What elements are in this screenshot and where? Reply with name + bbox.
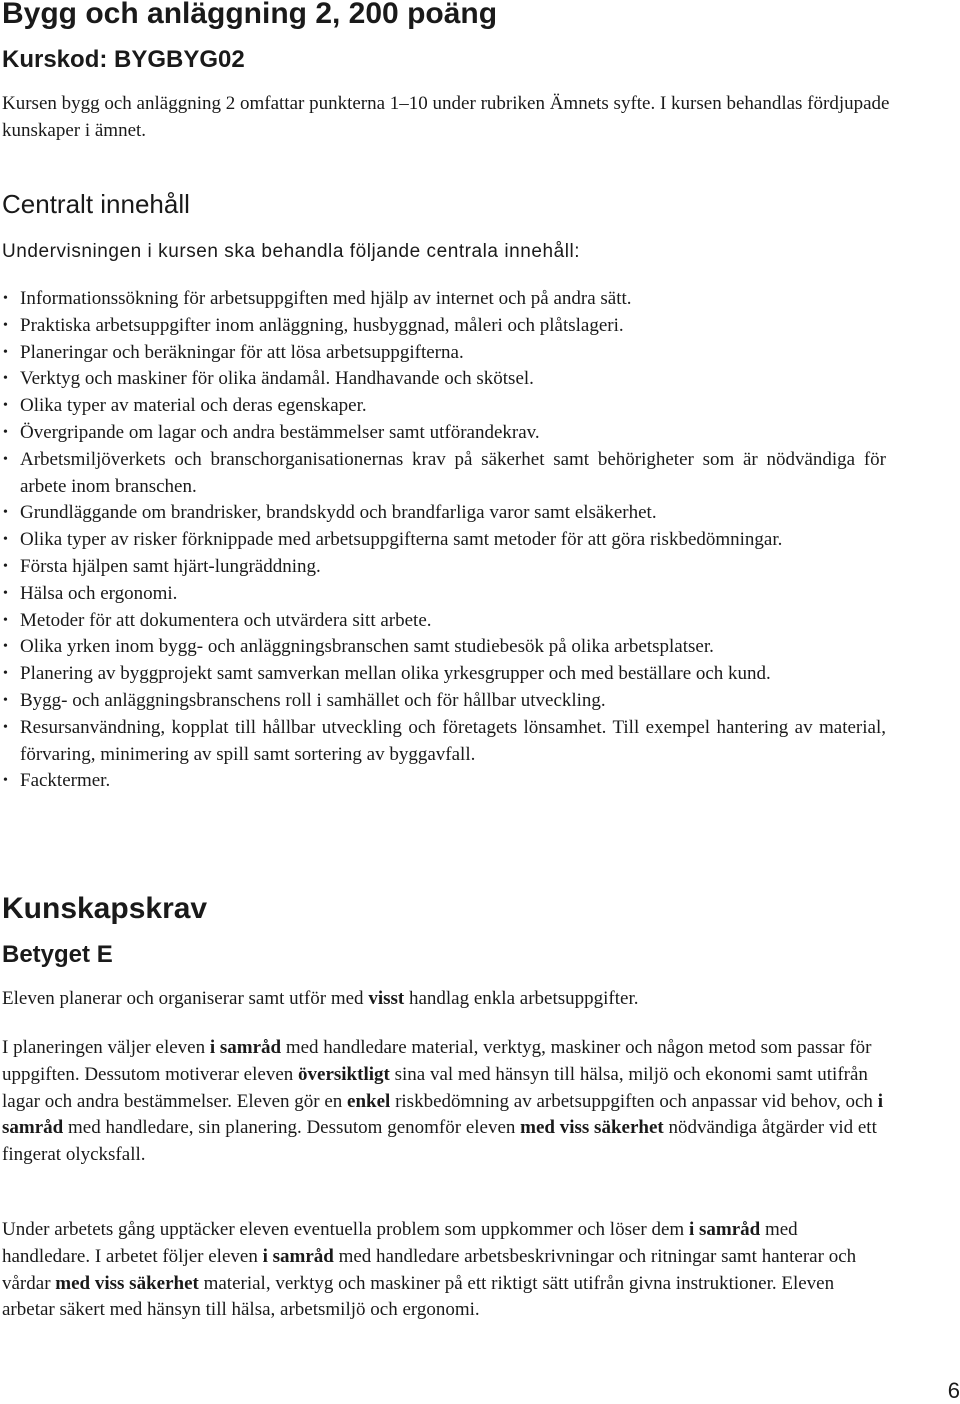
list-item-text: Facktermer. [20,770,111,792]
bullet-icon: • [3,773,8,789]
bullet-icon: • [3,371,8,387]
list-item-text: Arbetsmiljöverkets och branschorganisationernas krav på säkerhet samt behörigheter som är nödvändiga för arbete inom branschen. [20,448,886,497]
central-content-list [0,286,886,795]
paragraph-text: nödvändiga åtgärder vid ett fingerat olycksfall. [2,1117,877,1166]
list-item-text: Planering av byggprojekt samt samverkan mellan olika yrkesgrupper och med beställare och kund. [20,663,771,685]
emphasis-text: enkel [347,1090,391,1112]
list-item-text: Olika typer av risker förknippade med arbetsuppgifterna samt metoder för att göra riskbedömningar. [20,529,783,551]
bullet-icon: • [3,317,8,333]
paragraph-text: med handledare material, verktyg, maskiner och någon metod som passar för uppgiften. Dessutom motiverar eleven [2,1037,872,1085]
paragraph-text: handlag enkla arbetsuppgifter. [404,988,639,1009]
bullet-icon: • [3,719,8,735]
list-item-text: Metoder för att dokumentera och utvärdera sitt arbete. [20,609,432,631]
emphasis-text: med viss säkerhet [55,1272,199,1294]
emphasis-text: visst [368,988,405,1009]
list-item-text: Bygg- och anläggningsbranschens roll i samhället och för hållbar utveckling. [20,689,606,711]
requirements-heading: Kunskapskrav [2,892,208,925]
list-item [0,313,886,340]
list-item-text: Grundläggande om brandrisker, brandskydd och brandfarliga varor samt elsäkerhet. [20,502,657,524]
bullet-icon: • [3,666,8,682]
list-item [0,286,886,313]
requirement-paragraph-3 [2,1217,886,1324]
central-content-heading: Centralt innehåll [2,189,190,219]
emphasis-text: i samråd [2,1090,883,1139]
list-item [0,768,886,795]
grade-e-heading: Betyget E [2,941,113,968]
emphasis-text: översiktligt [298,1063,390,1085]
requirement-paragraph-2 [2,1035,886,1169]
paragraph-text: material, verktyg och maskiner på ett riktigt sätt utifrån givna instruktioner. Eleven arbetar säkert med hänsyn till hälsa, arbetsmiljö och ergonomi. [2,1272,835,1321]
paragraph-text: I planeringen väljer eleven [2,1037,210,1058]
list-item [0,554,886,581]
list-item [0,634,886,661]
paragraph-text: riskbedömning av arbetsuppgiften och anpassar vid behov, och [390,1090,878,1112]
list-item [0,447,886,501]
list-item-text: Planeringar och beräkningar för att lösa arbetsuppgifterna. [20,341,464,363]
bullet-icon: • [3,692,8,708]
list-item [0,340,886,367]
list-item-text: Hälsa och ergonomi. [20,582,178,604]
list-item-text: Praktiska arbetsuppgifter inom anläggning, husbyggnad, måleri och plåtslageri. [20,314,624,336]
bullet-icon: • [3,558,8,574]
bullet-icon: • [3,398,8,414]
bullet-icon: • [3,505,8,521]
emphasis-text: i samråd [262,1245,334,1267]
list-item-text: Övergripande om lagar och andra bestämmelser samt utförandekrav. [20,421,540,443]
emphasis-text: med viss säkerhet [520,1117,664,1139]
list-item-text: Verktyg och maskiner för olika ändamål. Handhavande och skötsel. [20,368,534,390]
paragraph-text: Under arbetets gång upptäcker eleven eventuella problem som uppkommer och löser dem [2,1219,689,1240]
bullet-icon: • [3,344,8,360]
bullet-icon: • [3,612,8,628]
bullet-icon: • [3,424,8,440]
emphasis-text: i samråd [688,1219,761,1240]
paragraph-text: med handledare, sin planering. Dessutom genomför eleven [63,1117,521,1139]
course-intro: Kursen bygg och anläggning 2 omfattar punkterna 1–10 under rubriken Ämnets syfte. I kursen behandlas fördjupade kunskaper i ämnet. [2,93,890,141]
paragraph-text: med handledare arbetsbeskrivningar och ritningar samt hanterar och vårdar [2,1245,857,1294]
list-item-text: Resursanvändning, kopplat till hållbar utveckling och företagets lönsamhet. Till exempel hantering av material, förvaring, minimering av spill samt sortering av byggavfall. [20,716,886,765]
list-item [0,661,886,688]
list-item [0,608,886,635]
list-item-text: Olika typer av material och deras egenskaper. [20,395,367,417]
course-title: Bygg och anläggning 2, 200 poäng [2,0,498,30]
paragraph-text: Eleven planerar och organiserar samt utför med [2,988,369,1009]
page-number: 6 [947,1378,960,1403]
list-item [0,688,886,715]
list-item-text: Informationssökning för arbetsuppgiften med hjälp av internet och på andra sätt. [20,288,632,309]
list-item [0,581,886,608]
bullet-icon: • [3,639,8,655]
list-item-text: Första hjälpen samt hjärt-lungräddning. [20,555,321,577]
list-item [0,715,886,769]
list-item [0,420,886,447]
list-item [0,500,886,527]
paragraph-text: med handledare. I arbetet följer eleven [2,1219,798,1267]
paragraph-text: sina val med hänsyn till hälsa, miljö och ekonomi samt utifrån lagar och andra bestämmelser. Eleven gör en [2,1063,868,1112]
bullet-icon: • [3,291,8,306]
central-content-subheading: Undervisningen i kursen ska behandla följande centrala innehåll: [2,241,581,262]
list-item [0,527,886,554]
list-item [0,366,886,393]
requirement-paragraph-1 [2,986,886,1013]
list-item [0,393,886,420]
emphasis-text: i samråd [209,1037,282,1058]
course-code: Kurskod: BYGBYG02 [2,46,245,73]
list-item-text: Olika yrken inom bygg- och anläggningsbranschen samt studiebesök på olika arbetsplatser. [20,636,714,658]
bullet-icon: • [3,451,8,467]
bullet-icon: • [3,532,8,548]
bullet-icon: • [3,585,8,601]
